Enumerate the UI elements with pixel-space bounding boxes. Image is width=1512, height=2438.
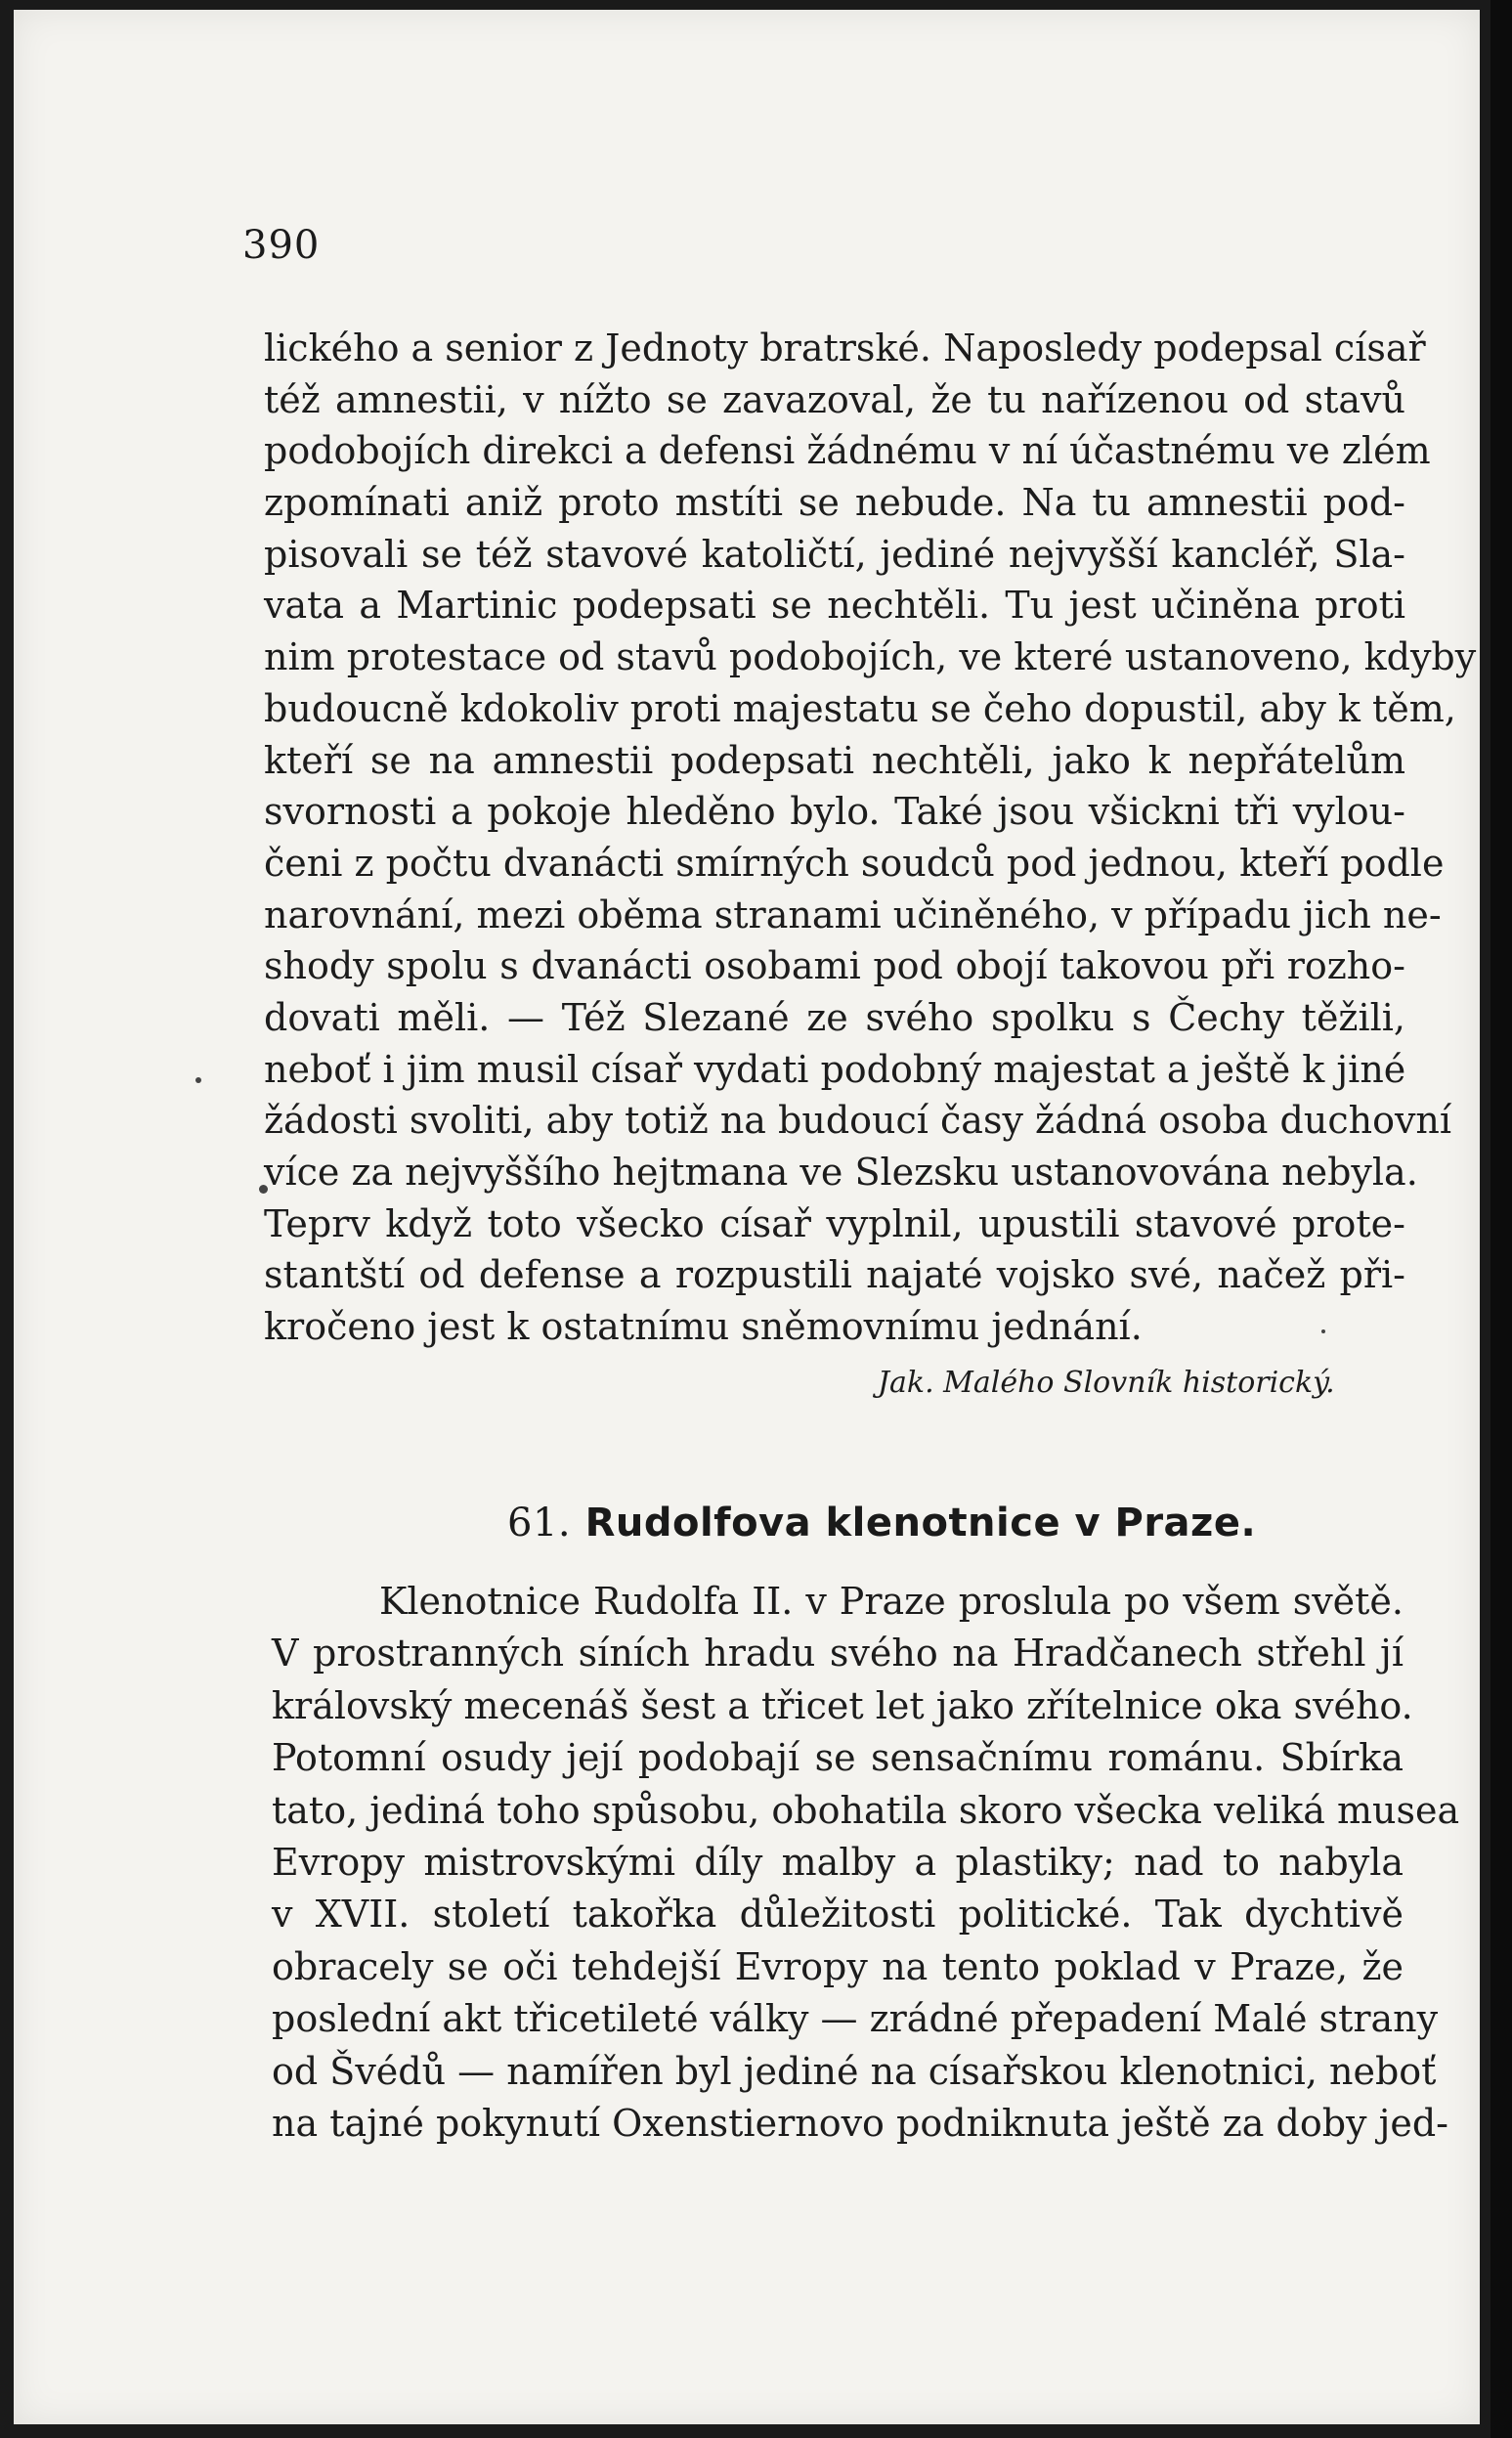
text-line: Evropy mistrovskými díly malby a plastiky; nad to nabyla [272,1840,1404,1884]
text-line: Potomní osudy její podobají se sensačnímu románu. Sbírka [272,1736,1404,1780]
source-attribution: Jak. Malého Slovník historický. [878,1366,1335,1400]
text-line: zpomínati aniž proto mstíti se nebude. Na tu amnestii pod- [264,481,1405,525]
text-line: nim protestace od stavů podobojích, ve které ustanoveno, kdyby [264,635,1477,679]
text-line: vata a Martinic podepsati se nechtěli. Tu jest učiněna proti [264,584,1405,628]
text-line: poslední akt třicetileté války — zrádné přepadení Malé strany [272,1997,1439,2041]
text-line: budoucně kdokoliv proti majestatu se čeho dopustil, aby k těm, [264,686,1456,730]
text-line: shody spolu s dvanácti osobami pod obojí takovou při rozho- [264,944,1405,988]
text-line: kteří se na amnestii podepsati nechtěli, jako k nepřátelům [264,738,1405,782]
page-number: 390 [242,223,321,268]
section-title: Rudolfova klenotnice v Praze. [584,1501,1257,1546]
text-line: narovnání, mezi oběma stranami učiněného, v případu jich ne- [264,892,1442,936]
text-line: dovati měli. — Též Slezané ze svého spolku s Čechy těžili, [264,995,1405,1039]
text-line: též amnestii, v nížto se zavazoval, že tu nařízenou od stavů [264,377,1405,421]
section-number: 61. [507,1501,572,1546]
text-line: lického a senior z Jednoty bratrské. Naposledy podepsal císař [264,327,1426,370]
text-line: podobojích direkci a defensi žádnému v ní účastnému ve zlém [264,429,1431,473]
text-line: čeni z počtu dvanácti smírných soudců pod jednou, kteří podle [264,841,1445,885]
text-line: obracely se oči tehdejší Evropy na tento poklad v Praze, že [272,1944,1404,1988]
text-line: více za nejvyššího hejtmana ve Slezsku ustanovována nebyla. [264,1151,1418,1194]
text-line: kročeno jest k ostatnímu sněmovnímu jednání. [264,1305,1143,1349]
text-line: neboť i jim musil císař vydati podobný majestat a ještě k jiné [264,1047,1406,1091]
text-line: V prostranných síních hradu svého na Hradčanech střehl jí [272,1632,1404,1676]
text-line: v XVII. století takořka důležitosti politické. Tak dychtivě [272,1893,1404,1937]
paragraph-continued [264,323,1477,1353]
paragraph-section-61 [272,1576,1460,2150]
text-line: Klenotnice Rudolfa II. v Praze proslula po všem světě. [379,1580,1404,1623]
text-line: královský mecenáš šest a třicet let jako zřítelnice oka svého. [272,1683,1413,1727]
text-line: tato, jediná toho spůsobu, obohatila skoro všecka veliká musea [272,1788,1460,1832]
text-line: stantští od defense a rozpustili najaté vojsko své, načež při- [264,1253,1405,1297]
text-line: na tajné pokynutí Oxenstiernovo podniknuta ještě za doby jed- [272,2101,1449,2145]
text-line: od Švédů — namířen byl jediné na císařskou klenotnici, neboť [272,2049,1437,2093]
text-line: svornosti a pokoje hleděno bylo. Také jsou všickni tři vylou- [264,790,1405,834]
text-line: pisovali se též stavové katoličtí, jediné nejvyšší kancléř, Sla- [264,532,1405,576]
ink-speck [195,1077,201,1083]
text-line: Teprv když toto všecko císař vyplnil, upustili stavové prote- [264,1201,1405,1245]
text-line: žádosti svoliti, aby totiž na budoucí časy žádná osoba duchovní [264,1099,1452,1143]
section-heading [507,1501,1256,1546]
page-edge-shadow [1490,0,1512,2438]
